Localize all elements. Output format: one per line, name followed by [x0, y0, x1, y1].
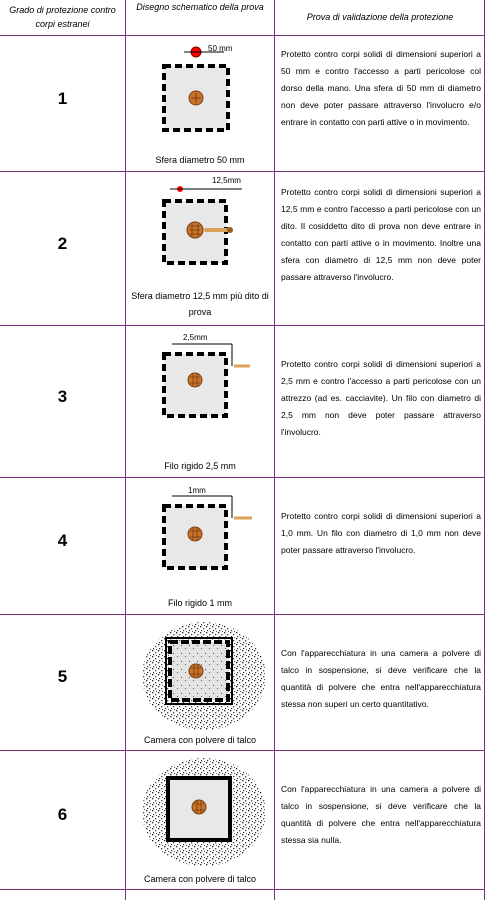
diagram-caption: Camera con polvere di talco — [143, 735, 257, 745]
header-diagram: Disegno schematico della prova — [136, 2, 264, 12]
sphere-12mm-finger-diagram — [150, 176, 260, 276]
header-validation: Prova di validazione della protezione — [306, 12, 454, 22]
header-grade: Grado di protezione contro corpi estranei — [9, 5, 116, 29]
dimension-label: 12,5mm — [212, 176, 241, 185]
dimension-label: 1mm — [188, 486, 206, 495]
sphere-50mm-diagram — [150, 40, 250, 140]
talc-chamber-diagram — [140, 620, 268, 732]
dimension-label: 2,5mm — [183, 333, 208, 342]
dimension-label: 50 mm — [208, 44, 233, 53]
validation-description: Con l'apparecchiatura in una camera a polvere di talco in sospensione, si deve verificare che la quantità di polvere che entra nell'apparecchiatura stessa non superi un certo quantitativo. — [281, 648, 481, 709]
row-divider — [0, 889, 485, 890]
wire-2-5mm-diagram — [150, 330, 260, 430]
wire-1mm-diagram — [150, 482, 260, 582]
validation-description: Con l'apparecchiatura in una camera a polvere di talco in sospensione, si deve verificare che la quantità di polvere che entra nell'apparecchiatura stessa sia nulla. — [281, 784, 481, 845]
row-divider — [0, 614, 485, 615]
diagram-caption: Camera con polvere di talco — [143, 874, 257, 884]
talc-chamber-sealed-diagram — [140, 756, 268, 868]
grade-number: 6 — [57, 805, 68, 824]
validation-description: Protetto contro corpi solidi di dimensioni superiori a 1,0 mm. Un filo con diametro di 1,0 mm non deve poter passare attraverso l'involucro. — [281, 511, 481, 555]
diagram-caption: Filo rigido 2,5 mm — [164, 461, 236, 471]
column-divider — [125, 0, 126, 900]
row-divider — [0, 171, 485, 172]
row-divider — [0, 477, 485, 478]
row-divider — [0, 325, 485, 326]
grade-number: 4 — [57, 531, 68, 550]
validation-description: Protetto contro corpi solidi di dimensioni superiori a 2,5 mm e contro l'accesso a parti pericolose con un attrezzo (ad es. cacciavite). Un filo con diametro di 2,5 mm non deve poter passare attraverso l'involucro. — [281, 359, 481, 437]
diagram-caption: Sfera diametro 50 mm — [155, 155, 245, 165]
validation-description: Protetto contro corpi solidi di dimensioni superiori a 12,5 mm e contro l'accesso a parti pericolose con un dito. Il cosiddetto dito di prova non deve entrare in contatto con parti attive o in movimento. Inoltre una sfera con diametro di 12,5 mm non deve poter passare attraverso l'involucro. — [281, 187, 481, 282]
column-divider — [274, 0, 275, 900]
grade-number: 2 — [57, 234, 68, 253]
row-divider — [0, 750, 485, 751]
grade-number: 1 — [57, 89, 68, 108]
grade-number: 3 — [57, 387, 68, 406]
grade-number: 5 — [57, 667, 68, 686]
diagram-caption: Sfera diametro 12,5 mm più dito di prova — [131, 291, 269, 317]
diagram-caption: Filo rigido 1 mm — [167, 598, 232, 608]
validation-description: Protetto contro corpi solidi di dimensioni superiori a 50 mm e contro l'accesso a parti pericolose col dorso della mano. Una sfera di 50 mm di diametro non deve poter passare attraverso l'involucro e/o entrare in contatto con parti attive o in movimento. — [281, 49, 481, 127]
